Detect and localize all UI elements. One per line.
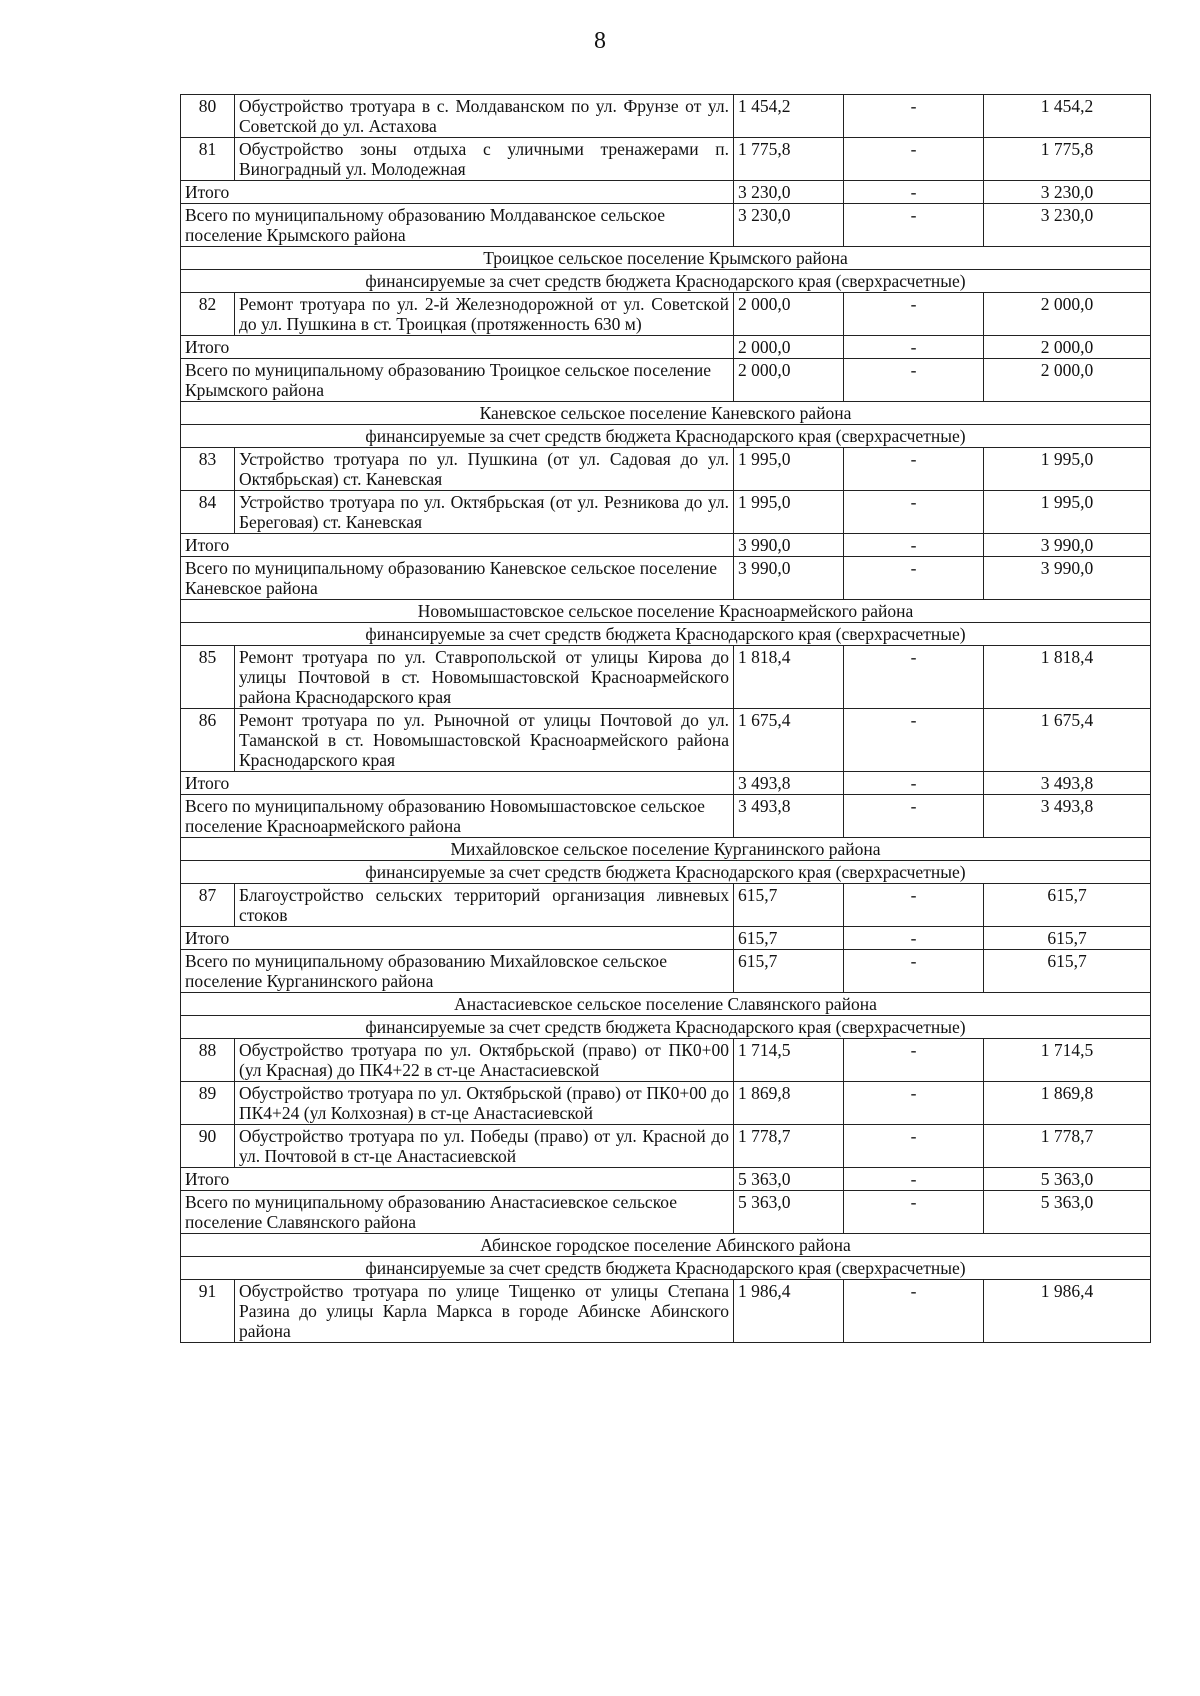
total-amount: 5 363,0 [734,1168,844,1191]
amount-federal: - [844,1125,984,1168]
item-row [181,1082,1151,1125]
total-row [181,927,1151,950]
amount-regional: 1 454,2 [984,95,1151,138]
section-heading: Троицкое сельское поселение Крымского района [181,247,1151,270]
total-label: Всего по муниципальному образованию Троицкое сельское поселение Крымского района [181,359,734,402]
total-amount: 2 000,0 [734,359,844,402]
item-row [181,1125,1151,1168]
total-row [181,359,1151,402]
total-amount-regional: 5 363,0 [984,1168,1151,1191]
item-row [181,491,1151,534]
section-row [181,861,1151,884]
amount-total: 1 986,4 [734,1280,844,1343]
total-label: Итого [181,336,734,359]
section-row [181,1234,1151,1257]
item-row [181,884,1151,927]
total-amount: 5 363,0 [734,1191,844,1234]
item-number: 81 [181,138,235,181]
item-description: Обустройство тротуара по ул. Октябрьской (право) от ПК0+00 (ул Красная) до ПК4+22 в ст-це Анастасиевской [235,1039,734,1082]
item-row [181,1280,1151,1343]
total-amount-regional: 3 230,0 [984,181,1151,204]
item-number: 90 [181,1125,235,1168]
section-row [181,425,1151,448]
item-description: Благоустройство сельских территорий организация ливневых стоков [235,884,734,927]
total-amount-regional: 3 990,0 [984,557,1151,600]
amount-regional: 1 995,0 [984,448,1151,491]
total-row [181,950,1151,993]
budget-table-body [181,95,1151,1343]
section-heading: Михайловское сельское поселение Курганинского района [181,838,1151,861]
amount-total: 1 869,8 [734,1082,844,1125]
item-description: Обустройство тротуара по улице Тищенко от улицы Степана Разина до улицы Карла Маркса в городе Абинске Абинского района [235,1280,734,1343]
amount-regional: 1 675,4 [984,709,1151,772]
item-row [181,448,1151,491]
amount-total: 1 995,0 [734,491,844,534]
total-row [181,1191,1151,1234]
amount-federal: - [844,709,984,772]
section-heading: финансируемые за счет средств бюджета Краснодарского края (сверхрасчетные) [181,1257,1151,1280]
total-amount: 3 990,0 [734,534,844,557]
total-amount-regional: 3 493,8 [984,772,1151,795]
item-row [181,1039,1151,1082]
amount-total: 1 995,0 [734,448,844,491]
section-heading: финансируемые за счет средств бюджета Краснодарского края (сверхрасчетные) [181,425,1151,448]
total-label: Итого [181,534,734,557]
total-amount: 615,7 [734,927,844,950]
item-description: Ремонт тротуара по ул. 2-й Железнодорожной от ул. Советской до ул. Пушкина в ст. Троицкая (протяженность 630 м) [235,293,734,336]
section-heading: Анастасиевское сельское поселение Славянского района [181,993,1151,1016]
section-heading: финансируемые за счет средств бюджета Краснодарского края (сверхрасчетные) [181,1016,1151,1039]
amount-federal: - [844,95,984,138]
section-row [181,270,1151,293]
total-amount-federal: - [844,336,984,359]
budget-table [180,94,1151,1343]
total-row [181,557,1151,600]
item-row [181,709,1151,772]
total-amount: 3 230,0 [734,204,844,247]
item-number: 87 [181,884,235,927]
total-row [181,181,1151,204]
item-number: 85 [181,646,235,709]
total-amount-federal: - [844,795,984,838]
item-description: Ремонт тротуара по ул. Рыночной от улицы Почтовой до ул. Таманской в ст. Новомышастовской Красноармейского района Краснодарского края [235,709,734,772]
total-amount-federal: - [844,1191,984,1234]
item-description: Обустройство зоны отдыха с уличными тренажерами п. Виноградный ул. Молодежная [235,138,734,181]
total-amount-regional: 615,7 [984,927,1151,950]
amount-regional: 1 775,8 [984,138,1151,181]
item-number: 89 [181,1082,235,1125]
total-amount: 615,7 [734,950,844,993]
total-amount-federal: - [844,1168,984,1191]
total-amount-federal: - [844,204,984,247]
section-row [181,600,1151,623]
amount-total: 615,7 [734,884,844,927]
section-row [181,838,1151,861]
total-amount: 3 230,0 [734,181,844,204]
total-amount-regional: 5 363,0 [984,1191,1151,1234]
total-amount: 3 493,8 [734,772,844,795]
amount-federal: - [844,1280,984,1343]
section-row [181,623,1151,646]
item-number: 84 [181,491,235,534]
total-row [181,1168,1151,1191]
total-row [181,772,1151,795]
total-row [181,534,1151,557]
amount-federal: - [844,491,984,534]
total-label: Итого [181,772,734,795]
amount-regional: 1 778,7 [984,1125,1151,1168]
amount-total: 1 778,7 [734,1125,844,1168]
total-label: Всего по муниципальному образованию Анастасиевское сельское поселение Славянского района [181,1191,734,1234]
amount-total: 1 818,4 [734,646,844,709]
amount-federal: - [844,448,984,491]
section-heading: финансируемые за счет средств бюджета Краснодарского края (сверхрасчетные) [181,270,1151,293]
total-amount-federal: - [844,950,984,993]
section-heading: финансируемые за счет средств бюджета Краснодарского края (сверхрасчетные) [181,861,1151,884]
total-label: Итого [181,181,734,204]
amount-total: 1 675,4 [734,709,844,772]
total-amount-federal: - [844,557,984,600]
amount-federal: - [844,293,984,336]
item-row [181,95,1151,138]
total-amount-regional: 3 230,0 [984,204,1151,247]
total-amount: 3 493,8 [734,795,844,838]
total-amount-regional: 3 990,0 [984,534,1151,557]
total-amount-federal: - [844,359,984,402]
item-row [181,138,1151,181]
item-row [181,293,1151,336]
amount-regional: 2 000,0 [984,293,1151,336]
amount-federal: - [844,138,984,181]
total-amount: 2 000,0 [734,336,844,359]
section-heading: Абинское городское поселение Абинского района [181,1234,1151,1257]
amount-total: 1 714,5 [734,1039,844,1082]
amount-federal: - [844,1039,984,1082]
amount-total: 1 775,8 [734,138,844,181]
total-amount-federal: - [844,181,984,204]
amount-regional: 1 995,0 [984,491,1151,534]
item-description: Обустройство тротуара по ул. Октябрьской (право) от ПК0+00 до ПК4+24 (ул Колхозная) в ст-це Анастасиевской [235,1082,734,1125]
total-label: Всего по муниципальному образованию Каневское сельское поселение Каневское района [181,557,734,600]
total-amount-regional: 615,7 [984,950,1151,993]
amount-regional: 1 714,5 [984,1039,1151,1082]
item-number: 88 [181,1039,235,1082]
total-row [181,336,1151,359]
total-amount-regional: 3 493,8 [984,795,1151,838]
total-amount-regional: 2 000,0 [984,359,1151,402]
amount-federal: - [844,1082,984,1125]
amount-regional: 1 818,4 [984,646,1151,709]
amount-regional: 1 986,4 [984,1280,1151,1343]
section-heading: Новомышастовское сельское поселение Красноармейского района [181,600,1151,623]
section-heading: Каневское сельское поселение Каневского района [181,402,1151,425]
item-number: 83 [181,448,235,491]
total-amount-federal: - [844,772,984,795]
page-number: 8 [594,28,606,54]
total-label: Итого [181,927,734,950]
section-row [181,1257,1151,1280]
item-description: Обустройство тротуара по ул. Победы (право) от ул. Красной до ул. Почтовой в ст-це Анастасиевской [235,1125,734,1168]
section-row [181,1016,1151,1039]
item-row [181,646,1151,709]
item-number: 86 [181,709,235,772]
amount-regional: 1 869,8 [984,1082,1151,1125]
total-label: Итого [181,1168,734,1191]
total-amount-federal: - [844,927,984,950]
amount-federal: - [844,884,984,927]
item-description: Устройство тротуара по ул. Пушкина (от ул. Садовая до ул. Октябрьская) ст. Каневская [235,448,734,491]
total-label: Всего по муниципальному образованию Молдаванское сельское поселение Крымского района [181,204,734,247]
item-description: Ремонт тротуара по ул. Ставропольской от улицы Кирова до улицы Почтовой в ст. Новомышастовской Красноармейского района Краснодарского края [235,646,734,709]
amount-federal: - [844,646,984,709]
item-number: 80 [181,95,235,138]
total-amount: 3 990,0 [734,557,844,600]
total-label: Всего по муниципальному образованию Новомышастовское сельское поселение Красноармейского района [181,795,734,838]
item-description: Устройство тротуара по ул. Октябрьская (от ул. Резникова до ул. Береговая) ст. Каневская [235,491,734,534]
total-amount-regional: 2 000,0 [984,336,1151,359]
section-row [181,247,1151,270]
item-number: 82 [181,293,235,336]
amount-regional: 615,7 [984,884,1151,927]
total-label: Всего по муниципальному образованию Михайловское сельское поселение Курганинского района [181,950,734,993]
section-heading: финансируемые за счет средств бюджета Краснодарского края (сверхрасчетные) [181,623,1151,646]
total-amount-federal: - [844,534,984,557]
section-row [181,993,1151,1016]
section-row [181,402,1151,425]
total-row [181,795,1151,838]
amount-total: 2 000,0 [734,293,844,336]
total-row [181,204,1151,247]
amount-total: 1 454,2 [734,95,844,138]
item-number: 91 [181,1280,235,1343]
item-description: Обустройство тротуара в с. Молдаванском по ул. Фрунзе от ул. Советской до ул. Астахова [235,95,734,138]
